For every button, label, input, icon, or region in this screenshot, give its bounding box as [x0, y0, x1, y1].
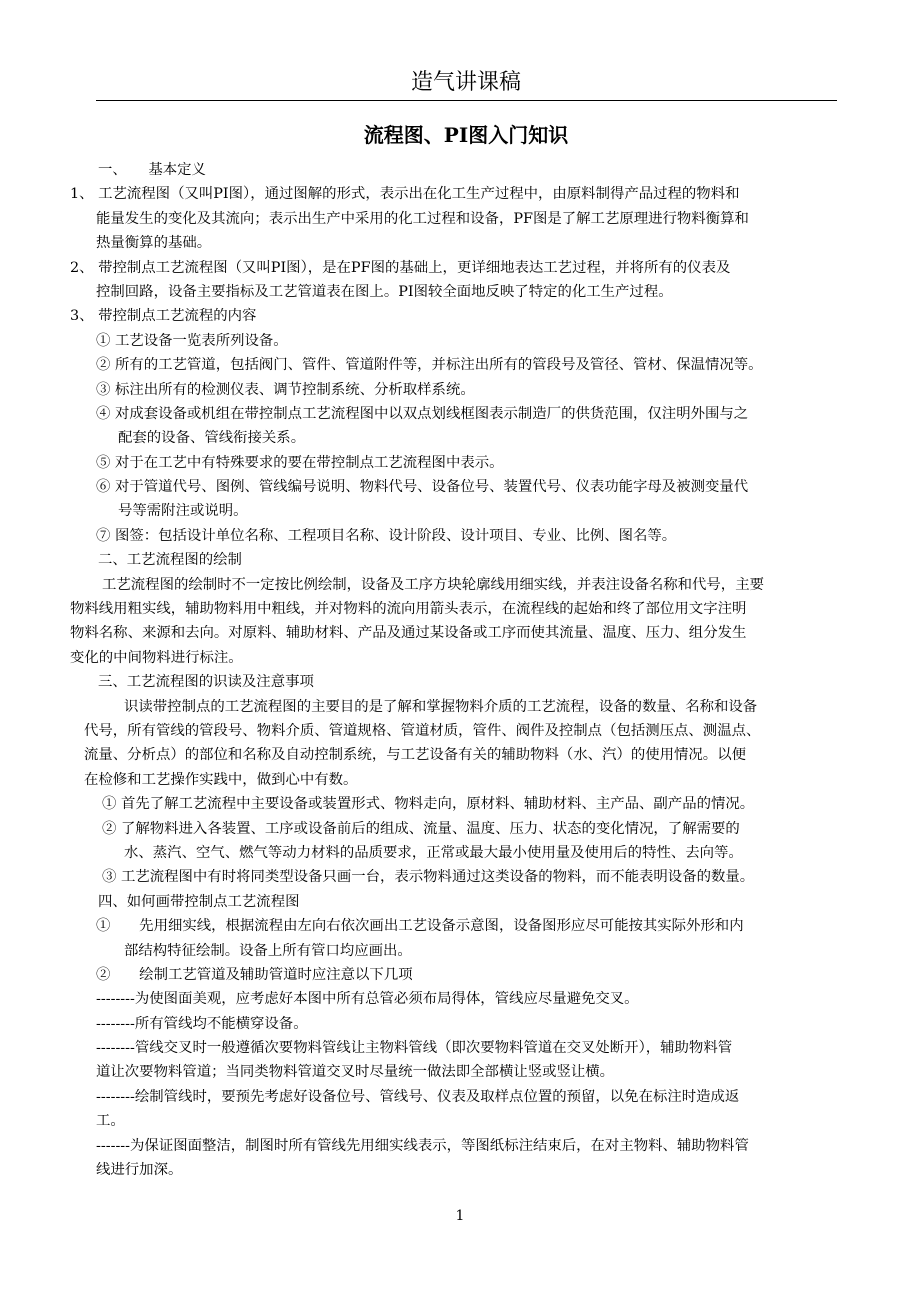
section-4-heading: 四、如何画带控制点工艺流程图 — [98, 893, 300, 910]
dash-note-continuation: 道让次要物料管道；当同类物料管道交叉时尽量统一做法即全部横让竖或竖让横。 — [96, 1064, 615, 1081]
page-header: 造气讲课稿 — [410, 70, 521, 95]
header-rule — [96, 100, 837, 101]
page-number: 1 — [455, 1208, 465, 1224]
paragraph-line: 在检修和工艺操作实践中，做到心中有数。 — [84, 771, 358, 788]
list-item: ② 所有的工艺管道，包括阀门、管件、管道附件等，并标注出所有的管段号及管径、管材、保温情况等。 — [96, 357, 763, 374]
list-item: ⑦ 图签：包括设计单位名称、工程项目名称、设计阶段、设计项目、专业、比例、图名等。 — [96, 527, 677, 544]
paragraph-line: 热量衡算的基础。 — [96, 235, 212, 252]
list-item: ① 工艺设备一览表所列设备。 — [96, 332, 288, 349]
list-item: ③ 工艺流程图中有时将同类型设备只画一台，表示物料通过这类设备的物料，而不能表明设备的数量。 — [102, 869, 755, 886]
list-item-continuation: 部结构特征绘制。设备上所有管口均应画出。 — [124, 942, 412, 959]
section-1-heading: 一、 基本定义 — [98, 162, 206, 178]
list-item-continuation: 号等需附注或说明。 — [118, 503, 248, 520]
list-item: ② 绘制工艺管道及辅助管道时应注意以下几项 — [96, 966, 413, 983]
section-2-heading: 二、工艺流程图的绘制 — [98, 552, 242, 569]
list-item: ① 先用细实线，根据流程由左向右依次画出工艺设备示意图，设备图形应尽可能按其实际外形和内 — [96, 918, 744, 935]
list-item: ⑥ 对于管道代号、图例、管线编号说明、物料代号、设备位号、装置代号、仪表功能字母及被测变量代 — [96, 479, 749, 496]
dash-note: --------管线交叉时一般遵循次要物料管线让主物料管线（即次要物料管道在交叉处断开），辅助物料管 — [96, 1040, 733, 1057]
dash-note: -------为保证图面整洁，制图时所有管线先用细实线表示，等图纸标注结束后，在对主物料、辅助物料管 — [96, 1137, 749, 1154]
list-item: ② 了解物料进入各装置、工序或设备前后的组成、流量、温度、压力、状态的变化情况，了解需要的 — [102, 820, 740, 837]
dash-note-continuation: 线进行加深。 — [96, 1162, 183, 1179]
paragraph-line: 识读带控制点的工艺流程图的主要目的是了解和掌握物料介质的工艺流程，设备的数量、名称和设备 — [124, 698, 758, 715]
paragraph-line: 1、 工艺流程图（又叫PI图），通过图解的形式，表示出在化工生产过程中，由原料制得产品过程的物料和 — [70, 186, 740, 203]
list-item: ⑤ 对于在工艺中有特殊要求的要在带控制点工艺流程图中表示。 — [96, 454, 504, 471]
paragraph-line: 变化的中间物料进行标注。 — [70, 649, 243, 666]
dash-note-continuation: 工。 — [96, 1113, 125, 1130]
list-item: ③ 标注出所有的检测仪表、调节控制系统、分析取样系统。 — [96, 381, 475, 398]
paragraph-line: 能量发生的变化及其流向；表示出生产中采用的化工过程和设备，PF图是了解工艺原理进行物料衡算和 — [96, 210, 749, 227]
list-item-continuation: 水、蒸汽、空气、燃气等动力材料的品质要求，正常或最大最小使用量及使用后的特性、去向等。 — [124, 844, 743, 861]
paragraph-line: 工艺流程图的绘制时不一定按比例绘制，设备及工序方块轮廓线用细实线，并表注设备名称和代号，主要 — [102, 576, 764, 593]
dash-note: --------绘制管线时，要预先考虑好设备位号、管线号、仪表及取样点位置的预留，以免在标注时造成返 — [96, 1088, 740, 1105]
paragraph-line: 物料线用粗实线，辅助物料用中粗线，并对物料的流向用箭头表示，在流程线的起始和终了部位用文字注明 — [70, 601, 747, 618]
paragraph-line: 2、 带控制点工艺流程图（又叫PI图），是在PF图的基础上，更详细地表达工艺过程，并将所有的仪表及 — [70, 259, 731, 276]
document-title: 流程图、PI图入门知识 — [363, 123, 569, 147]
document-body — [70, 158, 842, 1182]
paragraph-line: 控制回路，设备主要指标及工艺管道表在图上。PI图较全面地反映了特定的化工生产过程。 — [96, 283, 673, 300]
list-item-continuation: 配套的设备、管线衔接关系。 — [118, 430, 306, 447]
paragraph-line: 3、 带控制点工艺流程的内容 — [70, 308, 257, 325]
dash-note: --------所有管线均不能横穿设备。 — [96, 1015, 308, 1032]
paragraph-line: 流量、分析点）的部位和名称及自动控制系统，与工艺设备有关的辅助物料（水、汽）的使用情况。以便 — [84, 747, 746, 764]
dash-note: --------为使图面美观，应考虑好本图中所有总管必须布局得体，管线应尽量避免交叉。 — [96, 991, 639, 1008]
section-3-heading: 三、工艺流程图的识读及注意事项 — [98, 674, 314, 691]
paragraph-line: 物料名称、来源和去向。对原料、辅助材料、产品及通过某设备或工序而使其流量、温度、压力、组分发生 — [70, 625, 747, 642]
list-item: ④ 对成套设备或机组在带控制点工艺流程图中以双点划线框图表示制造厂的供货范围，仅注明外围与之 — [96, 405, 749, 422]
paragraph-line: 代号，所有管线的管段号、物料介质、管道规格、管道材质，管件、阀件及控制点（包括测压点、测温点、 — [84, 722, 761, 739]
list-item: ① 首先了解工艺流程中主要设备或装置形式、物料走向，原材料、辅助材料、主产品、副产品的情况。 — [102, 796, 755, 813]
